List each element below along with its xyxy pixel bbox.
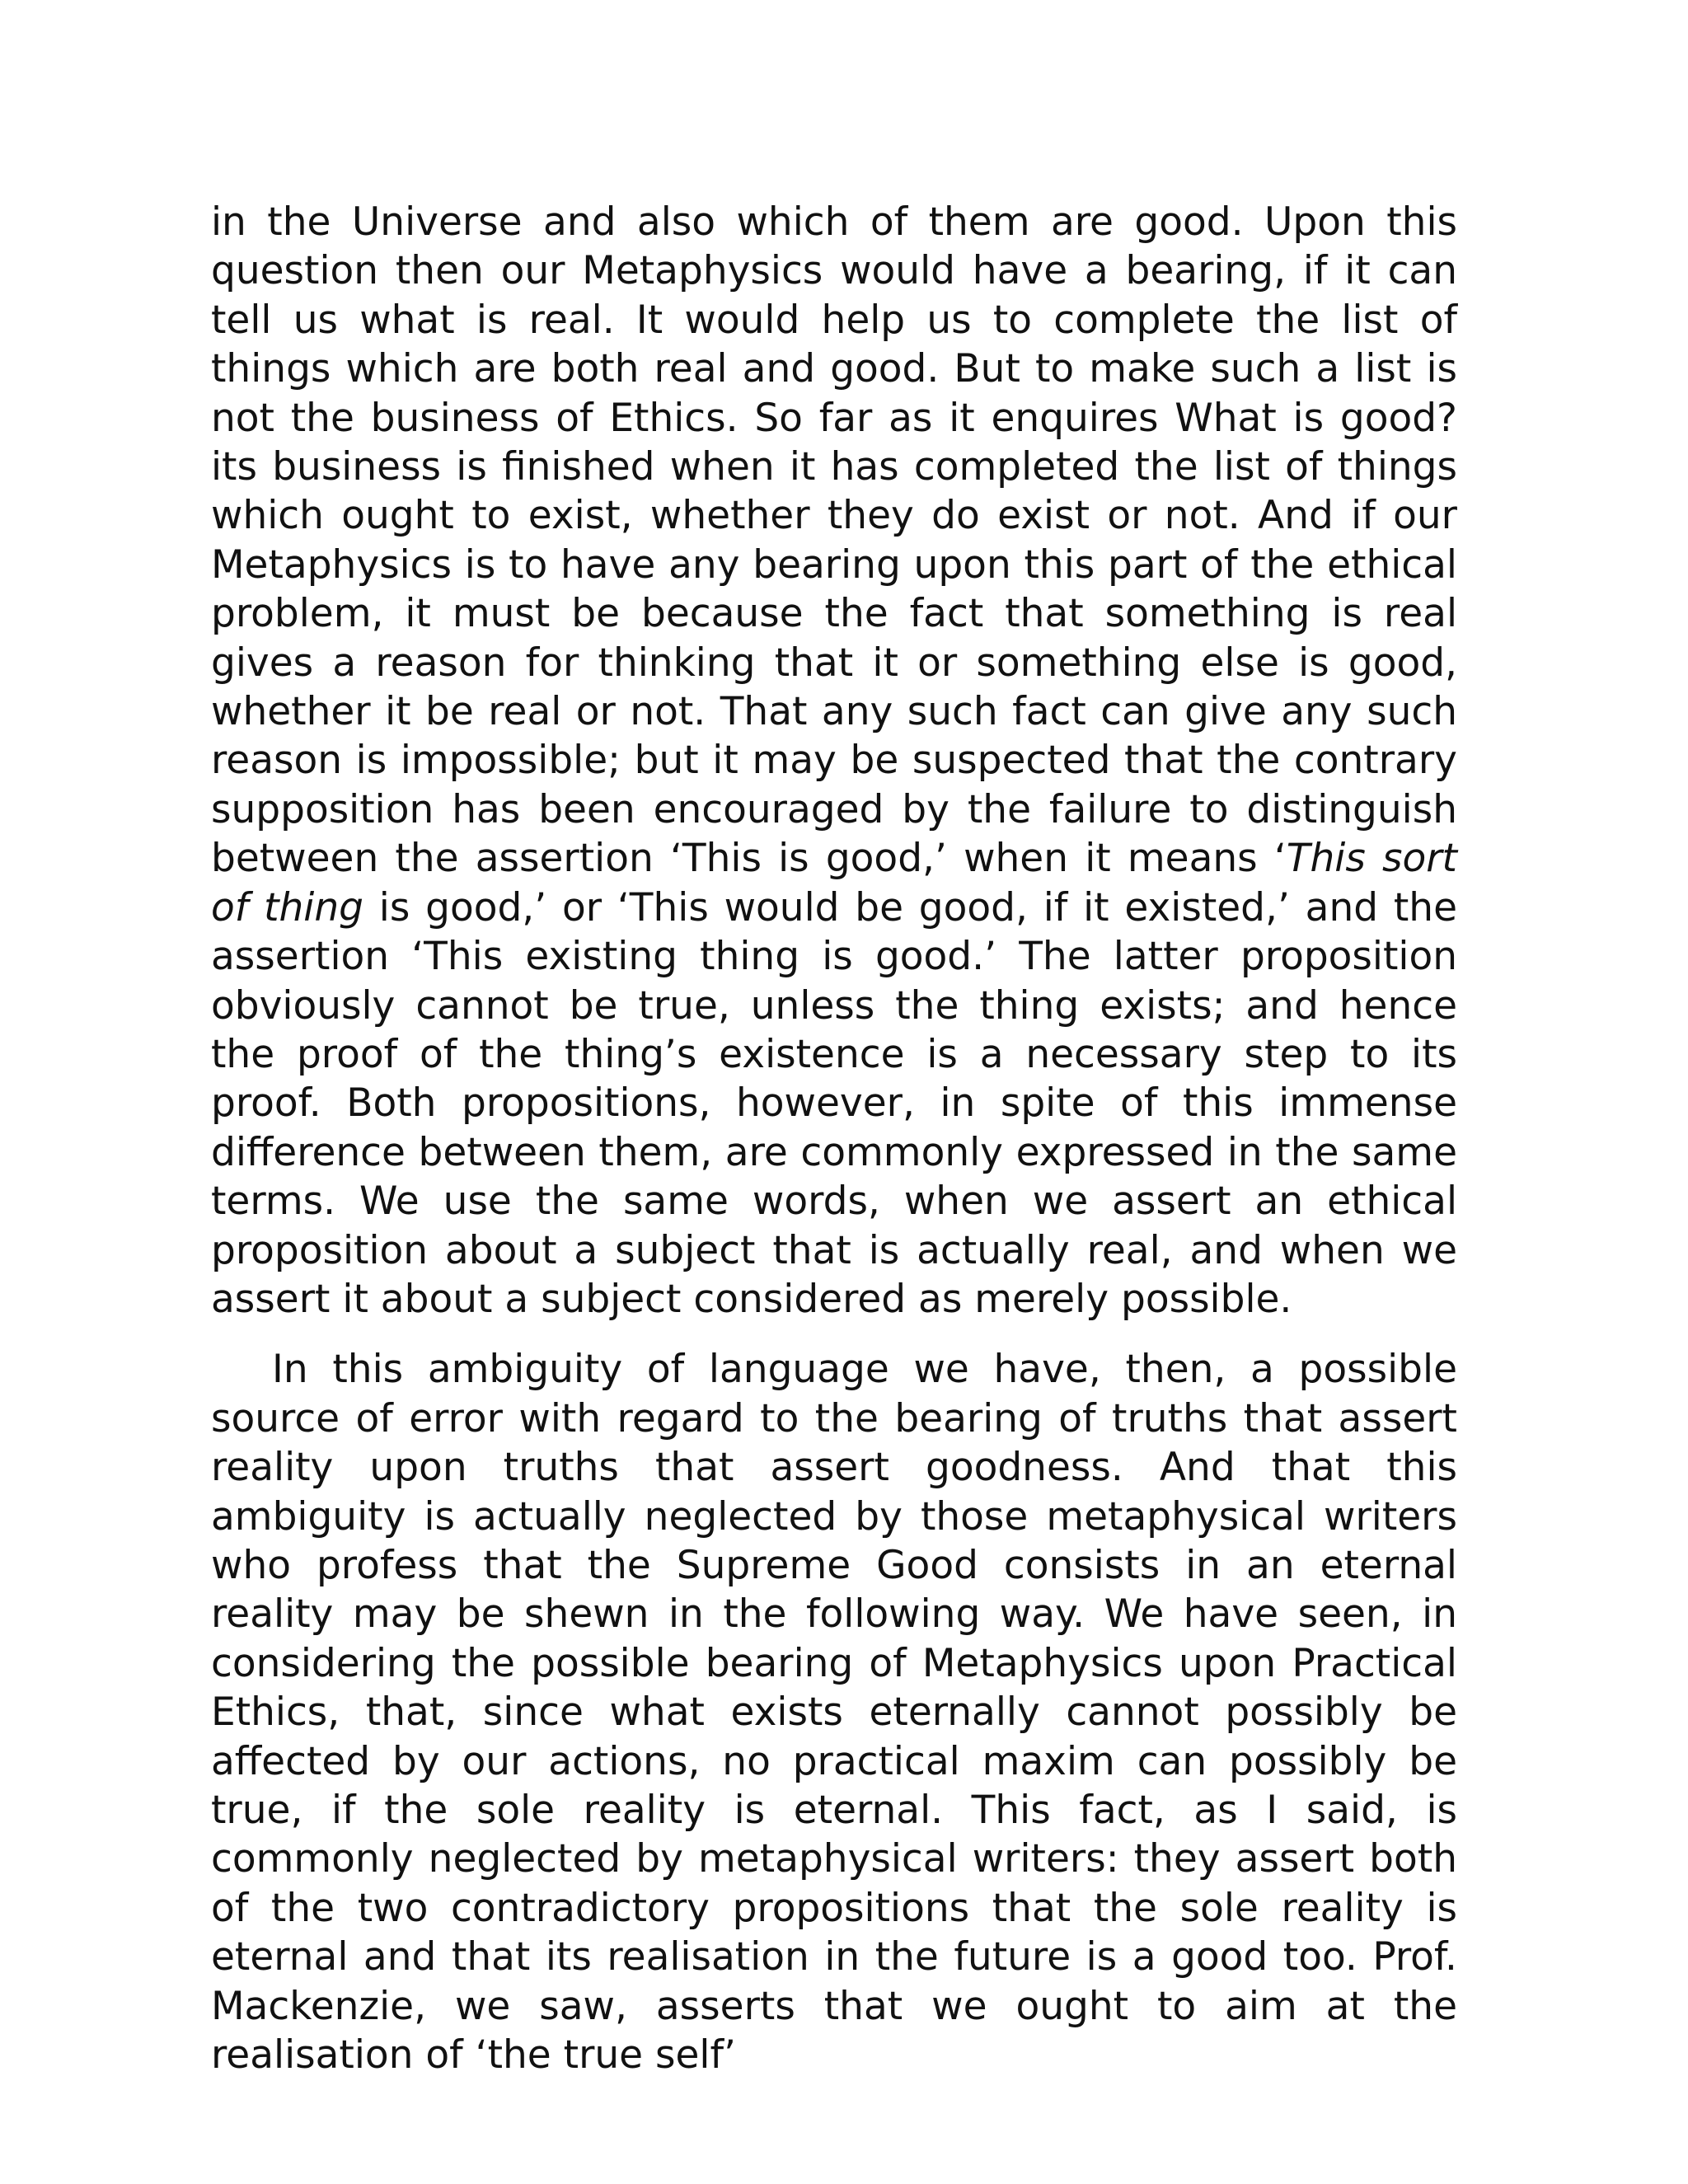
italic-text-run: This sort of thing <box>211 836 1457 930</box>
body-text <box>211 198 1457 2079</box>
paragraph-2 <box>211 1345 1457 2079</box>
paragraph-1 <box>211 198 1457 1324</box>
text-run: is good,’ or ‘This would be good, if it existed,’ and the assertion ‘This existing thing is good.’ The latter proposition obviously cannot be true, unless the thing exists; and hence the proof of the thing’s existence is a necessary step to its proof. Both propositions, however, in spite of this immense difference between them, are commonly expressed in the same terms. We use the same words, when we assert an ethical proposition about a subject that is actually real, and when we assert it about a subject considered as merely possible. <box>211 884 1458 1322</box>
text-run: In this ambiguity of language we have, then, a possible source of error with regard to the bearing of truths that assert reality upon truths that assert goodness. And that this ambiguity is actually neglected by those metaphysical writers who profess that the Supreme Good consists in an eternal reality may be shewn in the following way. We have seen, in considering the possible bearing of Metaphysics upon Practical Ethics, that, since what exists eternally cannot possibly be affected by our actions, no practical maxim can possibly be true, if the sole reality is eternal. This fact, as I said, is commonly neglected by metaphysical writers: they assert both of the two contradictory propositions that the sole reality is eternal and that its realisation in the future is a good too. Prof. Mackenzie, we saw, asserts that we ought to aim at the realisation of ‘the true self’ <box>211 1347 1457 2079</box>
text-run: in the Universe and also which of them are good. Upon this question then our Metaphysics would have a bearing, if it can tell us what is real. It would help us to complete the list of things which are both real and good. But to make such a list is not the business of Ethics. So far as it enquires What is good? its business is finished when it has completed the list of things which ought to exist, whether they do exist or not. And if our Metaphysics is to have any bearing upon this part of the ethical problem, it must be because the fact that something is real gives a reason for thinking that it or something else is good, whether it be real or not. That any such fact can give any such reason is impossible; but it may be suspected that the contrary supposition has been encouraged by the failure to distinguish between the assertion ‘This is good,’ when it means ‘ <box>211 199 1457 882</box>
